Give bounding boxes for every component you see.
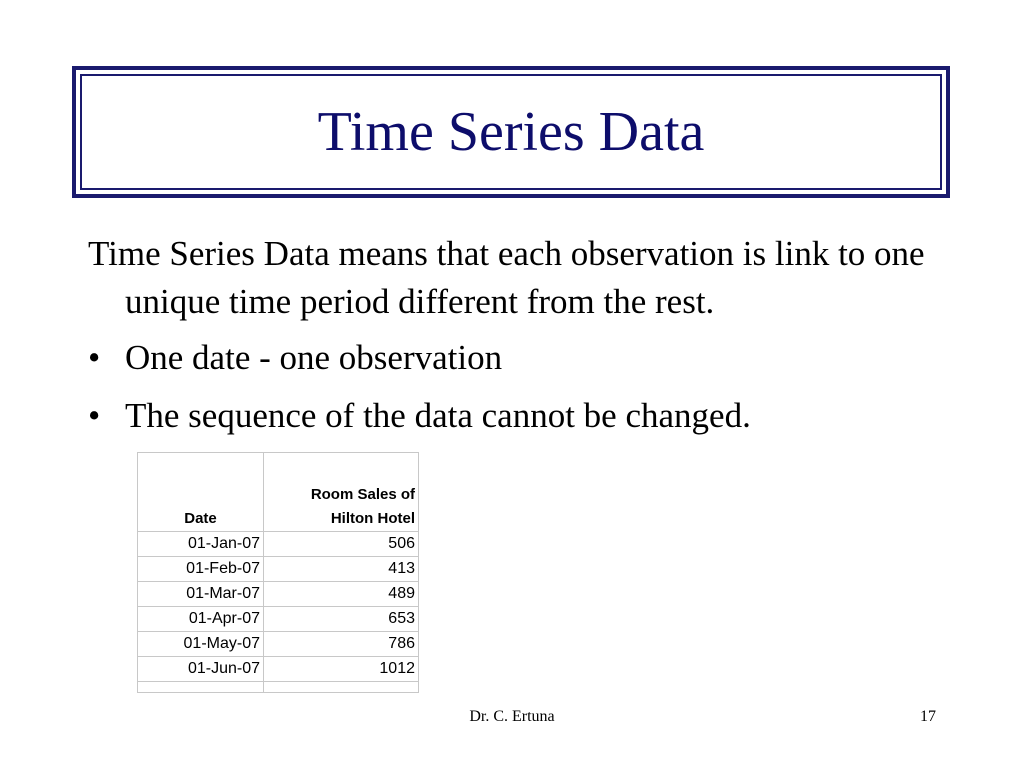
slide-title: Time Series Data — [317, 101, 705, 163]
column-header-date: Date — [138, 453, 264, 532]
cell-sales: 489 — [264, 582, 419, 607]
bullet-icon: • — [88, 396, 101, 435]
cell-date: 01-May-07 — [138, 632, 264, 657]
table-row — [138, 582, 419, 607]
cell-sales: 1012 — [264, 657, 419, 682]
intro-paragraph: Time Series Data means that each observation is link to one unique time period different from the rest. — [88, 234, 925, 321]
cell-date: 01-Apr-07 — [138, 607, 264, 632]
footer-author: Dr. C. Ertuna — [469, 708, 555, 725]
column-header-sales-text: Room Sales of Hilton Hotel — [310, 486, 415, 527]
table-header-row — [138, 453, 419, 532]
bullet-item — [88, 334, 968, 382]
bullet-list — [88, 334, 968, 440]
footer-page-number: 17 — [920, 708, 936, 725]
table-row-empty — [138, 682, 419, 693]
table-row — [138, 657, 419, 682]
cell-empty — [138, 682, 264, 693]
data-table — [137, 452, 419, 693]
slide-body — [88, 230, 968, 450]
cell-date: 01-Jun-07 — [138, 657, 264, 682]
column-header-sales — [264, 453, 419, 532]
cell-sales: 506 — [264, 532, 419, 557]
title-inner-frame — [80, 74, 942, 190]
table-row — [138, 632, 419, 657]
table-row — [138, 607, 419, 632]
bullet-text: One date - one observation — [125, 338, 503, 377]
cell-empty — [264, 682, 419, 693]
bullet-text: The sequence of the data cannot be changed. — [125, 396, 751, 435]
cell-date: 01-Feb-07 — [138, 557, 264, 582]
bullet-item — [88, 392, 968, 440]
cell-date: 01-Mar-07 — [138, 582, 264, 607]
table-row — [138, 557, 419, 582]
cell-sales: 653 — [264, 607, 419, 632]
cell-sales: 413 — [264, 557, 419, 582]
bullet-icon: • — [88, 338, 101, 377]
table-row — [138, 532, 419, 557]
cell-sales: 786 — [264, 632, 419, 657]
title-frame — [72, 66, 950, 198]
cell-date: 01-Jan-07 — [138, 532, 264, 557]
